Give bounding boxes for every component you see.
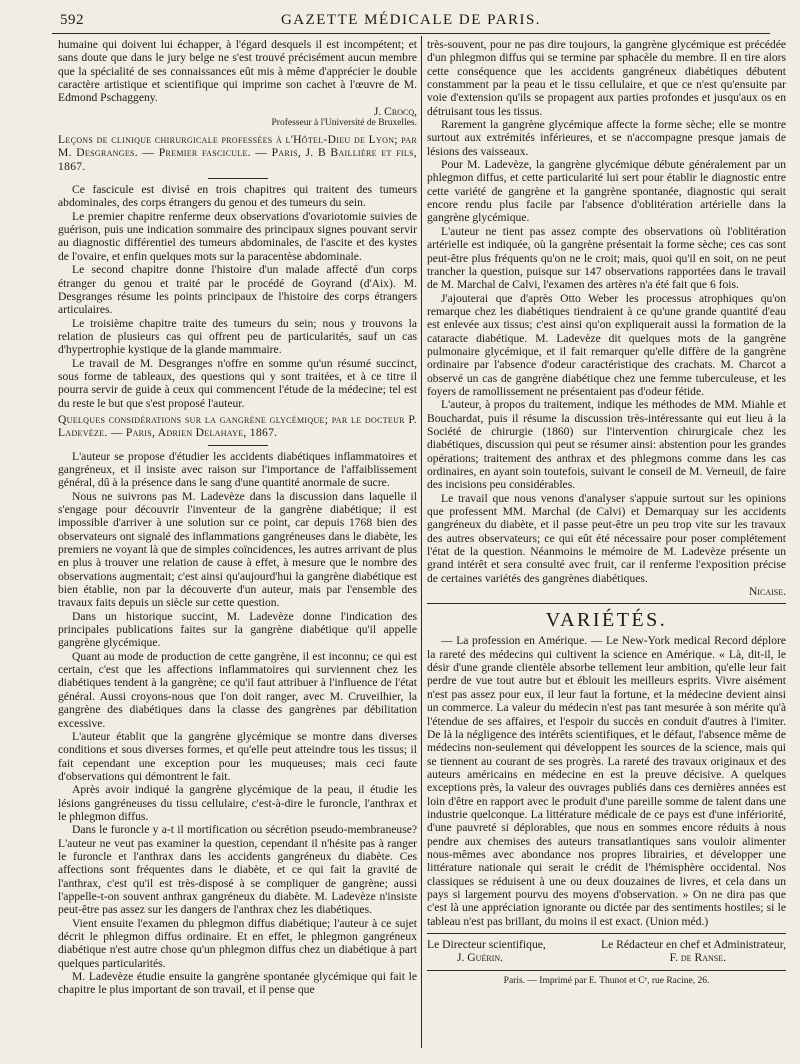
paragraph: Dans le furoncle y a-t il mortification ou sécrétion pseudo-membraneuse? L'auteur ne veut pas examiner la question, cependant il n'hésite pas à ranger le furoncle et l'anthrax dans les accidents gangréneux du diabète. Ces affections sont fréquentes dans le diabète, et ce qui fait la gravité de l'anthrax, c'est qu'il est très-disposé à se compliquer de gangrène; aussi l'appelle-t-on souvent anthrax gangréneux du diabète. M. Ladevèze n'insiste peut-être pas assez sur les dangers de l'anthrax chez les diabétiques.: [58, 823, 417, 917]
page-number: 592: [60, 12, 84, 28]
paragraph: Le travail de M. Desgranges n'offre en somme qu'un résumé succinct, sous forme de tableaux, des questions qui y sont traitées, et à ce titre il pourra servir de guide à ceux qui commencent l'étude de la médecine; tel est du reste le but que s'est proposé l'auteur.: [58, 356, 417, 410]
paragraph: Dans un historique succint, M. Ladevèze donne l'indication des principales publications faites sur la gangrène diabétique qu'il appelle gangrène glycémique.: [58, 609, 417, 650]
signature-title: Professeur à l'Université de Bruxelles.: [271, 118, 417, 129]
right-column: [427, 38, 786, 1024]
running-title: GAZETTE MÉDICALE DE PARIS.: [280, 12, 542, 28]
paragraph: Après avoir indiqué la gangrène glycémique de la peau, il étudie les lésions gangréneuses du tissu cellulaire, c'est-à-dire le furoncle, l'anthrax et le phlegmon diffus.: [58, 783, 417, 823]
paragraph: très-souvent, pour ne pas dire toujours, la gangrène glycémique est précédée d'un phlegmon diffus qui se termine par sphacèle du membre. Il en tire alors cette conséquence que les accidents gangréneux diabétiques débutent constamment par la peau et le tissu cellulaire, et que ce n'est qu'ensuite par voie d'extension qu'ils se propagent aux parties profondes et jusqu'aux os en détruisant tous les tissus.: [427, 38, 786, 118]
paragraph: Quant au mode de production de cette gangrène, il est inconnu; ce qui est certain, c'est que les affections inflammatoires qui surviennent chez les diabétiques tendent à la gangrène; ce qu'il faut attribuer à l'influence de l'état général. Aussi croyons-nous que l'on doit ranger, avec M. Cruveilhier, la gangrène des diabétiques dans la classe des gangrènes par débilitation excessive.: [58, 649, 417, 730]
paragraph: Rarement la gangrène glycémique affecte la forme sèche; elle se montre surtout aux extrémités inférieures, et se n'accompagne presque jamais de lésions des vaisseaux.: [427, 118, 786, 158]
paragraph: L'auteur ne tient pas assez compte des observations où l'oblitération artérielle est indiquée, où la gangrène présentait la forme sèche; ces cas sont peut-être plus fréquents qu'on ne le croit; mais, quoi qu'il en soit, on ne peut trancher la question, puisque sur 147 observations rapportées dans le travail de M. Marchal de Calvi, l'examen des artères n'a été fait que 6 fois.: [427, 224, 786, 292]
paragraph: J'ajouterai que d'après Otto Weber les processus atrophiques qu'on remarque chez les diabétiques tiendraient à ce qu'une grande quantité d'eau est enlevée aux tissus; c'est ainsi qu'on expliquerait aussi la formation de la cataracte diabétique. M. Ladevèze dit quelques mots de la gangrène pulmonaire glycémique, et il fait remarquer qu'elle diffère de la gangrène ordinaire par l'absence d'odeur caractéristique des crachats. M. Charcot a observé un cas de gangrène diabétique chez une femme tuberculeuse, et les foyers de ramollissement ne présentaient pas d'odeur fétide.: [427, 291, 786, 398]
paragraph: Le second chapitre donne l'histoire d'un malade affecté d'un corps étranger du genou et traité par le procédé de Goyrand (d'Aix). M. Desgranges résume les points principaux de l'histoire des corps étrangers articulaires.: [58, 263, 417, 317]
divider: [427, 933, 786, 934]
divider: [208, 178, 268, 179]
editor-name: F. de Ranse.: [669, 951, 726, 965]
column-divider: [421, 36, 422, 1048]
editor-label: Le Rédacteur en chef et Administrateur,: [601, 938, 786, 951]
footer-names: [427, 951, 786, 964]
paragraph: Vient ensuite l'examen du phlegmon diffus diabétique; l'auteur à ce sujet décrit le phlegmon diffus ordinaire. Et en effet, le phlegmon gangréneux diabétique n'est autre chose qu'un phlegmon diffus chez un diabétique à part quelques particularités.: [58, 916, 417, 970]
divider: [208, 445, 268, 446]
director-label: Le Directeur scientifique,: [427, 938, 546, 951]
section-title: VARIÉTÉS.: [545, 609, 668, 632]
paragraph: Le troisième chapitre traite des tumeurs du sein; nous y trouvons la relation de plusieurs cas qui offrent peu de particularités, sauf un cas d'hypertrophie kystique de la glande mammaire.: [58, 316, 417, 357]
left-column: [58, 38, 417, 1024]
paragraph: Ce fascicule est divisé en trois chapitres qui traitent des tumeurs abdominales, des corps étrangers du genou et des tumeurs du sein.: [58, 183, 417, 210]
paragraph: M. Ladevèze étudie ensuite la gangrène spontanée glycémique qui fait le chapitre le plus important de son travail, et il pense que: [58, 970, 417, 997]
paragraph: L'auteur établit que la gangrène glycémique se montre dans diverses conditions et sous diverses formes, et qu'elle peut atteindre tous les tissus; il fait cependant une exception pour les muqueuses; mais ceci faute d'observations qui démontrent le fait.: [58, 729, 417, 783]
printer-line: Paris. — Imprimé par E. Thunot et Cᵉ, rue Racine, 26.: [503, 975, 710, 986]
header-rule: [52, 33, 770, 34]
paragraph: Le travail que nous venons d'analyser s'appuie surtout sur les opinions que professent MM. Marchal (de Calvi) et Demarquay sur les accidents gangréneux du diabète, et il passe peut-être un peu trop vite sur les travaux des autres observateurs; ce qui eût été nécessaire pour poser complétement l'état de la question. Néanmoins le mémoire de M. Ladevèze présente un grand intérêt et sera consulté avec fruit, car il renferme l'exposition précise de certaines variétés des gangrènes diabétiques.: [427, 491, 786, 585]
paragraph: Le premier chapitre renferme deux observations d'ovariotomie suivies de guérison, puis une indication sommaire des principaux signes pouvant servir au diagnostic différentiel des tumeurs abdominales, de l'ascite et des kystes de l'ovaire, et enfin quelques mots sur la paracentèse abdominale.: [58, 209, 417, 263]
review-title: Quelques considérations sur la gangrène glycémique; par le docteur P. Ladevèze. — Paris, Adrien Delahaye, 1867.: [58, 412, 417, 440]
divider: [427, 603, 786, 604]
paragraph: Pour M. Ladevèze, la gangrène glycémique débute généralement par un phlegmon diffus, et cette particularité lui sert pour établir le diagnostic entre cette variété de gangrène et la gangrène spontanée, diagnostic qui serait encore rendu plus facile par l'absence d'oblitération artérielle dans la gangrène glycémique.: [427, 158, 786, 225]
page-header: [52, 10, 770, 32]
paragraph: L'auteur se propose d'étudier les accidents diabétiques inflammatoires et gangréneux, et il insiste avec raison sur l'importance de l'affaiblissement général, dû à la présence dans le sang d'une quantité anormale de sucre.: [58, 449, 417, 490]
review-title: Leçons de clinique chirurgicale professées à l'Hôtel-Dieu de Lyon; par M. Desgranges. — Premier fascicule. — Paris, J. B Baillière et fils, 1867.: [58, 133, 417, 173]
paragraph: — La profession en Amérique. — Le New-York medical Record déplore la rareté des médecins qui cultivent la science en Amérique. « Là, dit-il, le désir d'une grande clientèle absorbe tellement leur ambition, qu'elle leur fait perdre de vue tout autre but et éblouit les meilleurs esprits. Vivre aisément n'est pas assez pour eux, il leur faut la fortune, et la médecine devient ainsi un commerce. La valeur du médecin n'est pas tant mesurée à son mérite qu'à l'étendue de ses affaires, et l'espoir du succès en conduit d'autres à l'imiter. De là la négligence des intérêts scientifiques, et le défaut, l'absence même de médecins non-seulement qui développent les sources de la science, mais qui se tiennent au courant de ses progrès. La rareté des travaux originaux et des auteurs américains en médecine en est la preuve décisive. A quelques exceptions près, la valeur des ouvrages publiés dans ces dernières années est loin d'être en rapport avec le produit d'une pareille somme de talent dans une industrie quelconque. La littérature médicale de ce pays est d'une infériorité, d'une pauvreté si déplorables, que nous en sommes encore réduits à nous pendre aux chemises des auteurs transatlantiques sans vouloir alimenter nous-mêmes avec abondance nos propres librairies, et développer une littérature nationale qui serait le crédit de l'hémisphère occidental. Nos classiques se réduisent à une ou deux douzaines de livres, et cela dans un pays si largement pourvu des moyens d'observation. » On ne dira pas que c'est là une appréciation ignorante ou dictée par des sentiments hostiles; si le tableau n'est pas brillant, du moins il est exact. (Union méd.): [427, 634, 786, 928]
signature: J. Crocq,: [373, 104, 417, 118]
director-name: J. Guérin.: [457, 951, 504, 965]
footer-labels: [427, 938, 786, 951]
paragraph: humaine qui doivent lui échapper, à l'égard desquels il est incompétent; et sans doute que dans le jury belge ne s'est trouvé précisément aucun membre que la spécialité de ses connaissances eût mis à même d'apprécier le double caractère artistique et scientifique qui imprime son cachet à l'œuvre de M. Edmond Pschaggeny.: [58, 38, 417, 105]
paragraph: Nous ne suivrons pas M. Ladevèze dans la discussion dans laquelle il s'engage pour découvrir l'inventeur de la gangrène diabétique; il est impossible d'arriver à une solution sur ce point, car depuis 1768 bien des observateurs ont signalé des inflammations gangréneuses dans le diabète, les premiers ne voyant là que de simples coïncidences, les autres arrivant de plus en plus à trouver une relation de cause à effet, à mesure que le nombre des observations augmentait; c'est ainsi qu'aujourd'hui la gangrène diabétique est bien établie, non par la découverte d'un auteur, mais par l'ensemble des travaux faits depuis un siècle sur cette question.: [58, 489, 417, 610]
signature: Nicaise.: [748, 585, 786, 599]
divider: [427, 970, 786, 971]
paragraph: L'auteur, à propos du traitement, indique les méthodes de MM. Miahle et Bouchardat, puis il résume la discussion très-intéressante qui eut lieu à la Société de chirurgie (1860) sur l'intervention chirurgicale chez les diabétiques, discussion qui peut se résumer ainsi: abstention pour les grandes opérations; traitement des anthrax et des phlegmons comme dans les cas ordinaires, en ayant soin toutefois, suivant le conseil de M. Verneuil, de faire des incisions peu considérables.: [427, 398, 786, 492]
